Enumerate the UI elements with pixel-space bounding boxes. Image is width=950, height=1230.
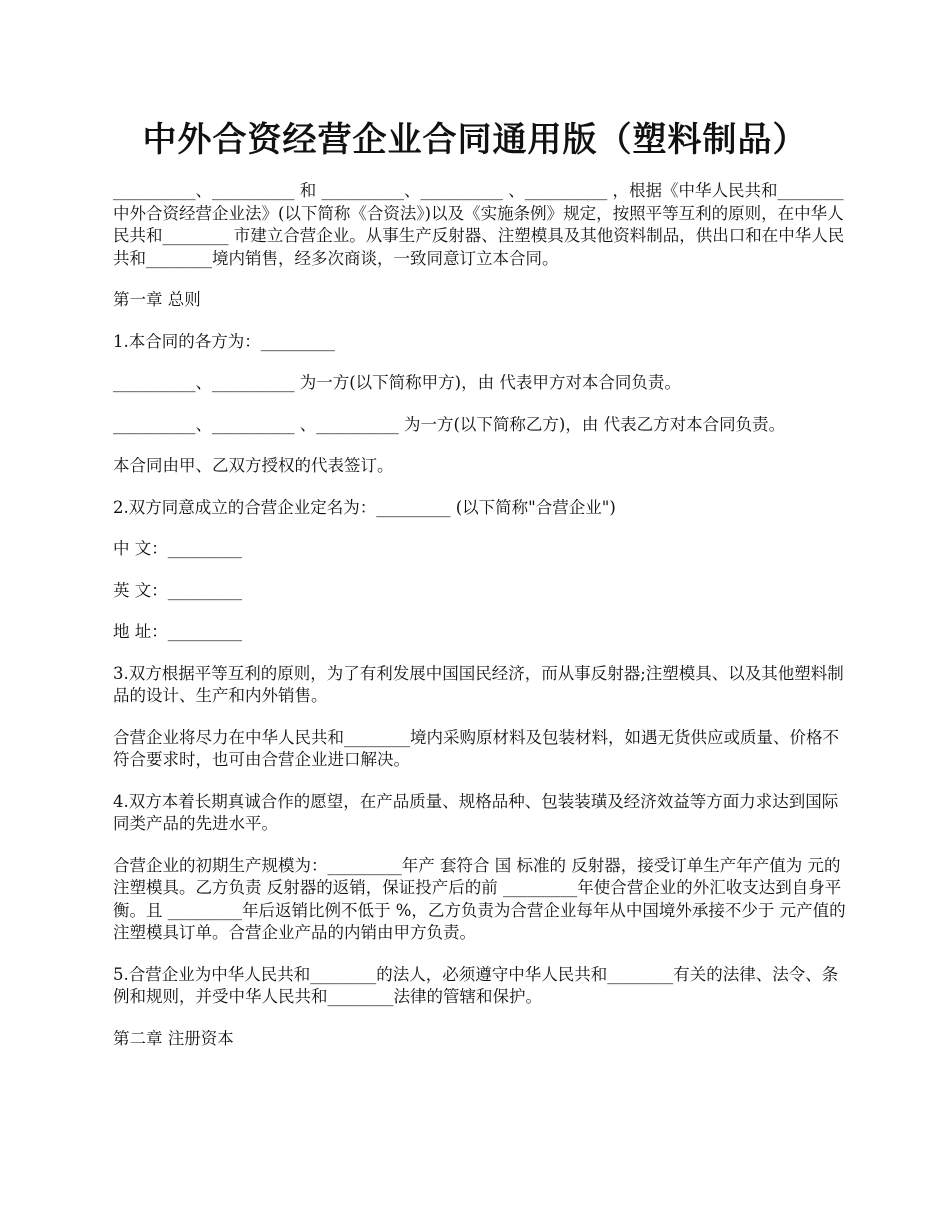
clause-paragraph: __________、__________ 、__________ 为一方(以下简称乙方)，由 代表乙方对本合同负责。 xyxy=(113,414,786,434)
chapter-heading: 第一章 总则 xyxy=(113,290,201,309)
clause-paragraph: 5.合营企业为中华人民共和________的法人，必须遵守中华人民共和________有关的法律、法令、条例和规则，并受中华人民共和________法律的管辖和保护。 xyxy=(113,964,839,1006)
clause-paragraph: 1.本合同的各方为：_________ xyxy=(113,331,335,351)
clause-paragraph: 英 文：_________ xyxy=(113,580,242,600)
preamble-paragraph: __________、__________ 和 __________、__________ 、__________ ，根据《中华人民共和________中外合资经营企业法》(以下简称《合资法》)以及《实施条例》规定，按照平等互利的原则，在中华人民共和________ 市建立合营企业。从事生产反射器、注塑模具及其他资料制品，供出口和在中华人民共和________境内销售，经多次商谈，一致同意订立本合同。 xyxy=(113,181,845,268)
document-title: 中外合资经营企业合同通用版（塑料制品） xyxy=(142,120,808,160)
clause-paragraph: 合营企业的初期生产规模为：_________年产 套符合 国 标准的 反射器，接受订单生产年产值为 元的注塑模具。乙方负责 反射器的返销，保证投产后的前 _________年使合营企业的外汇收支达到自身平衡。且 _________年后返销比例不低于 %，乙方负责为合营企业每年从中国境外承接不少于 元产值的注塑模具订单。合营企业产品的内销由甲方负责。 xyxy=(113,855,846,942)
clause-paragraph: 本合同由甲、乙双方授权的代表签订。 xyxy=(113,456,394,475)
clause-paragraph: 2.双方同意成立的合营企业定名为：_________ (以下简称"合营企业") xyxy=(113,497,616,517)
chapter-heading: 第二章 注册资本 xyxy=(113,1028,234,1048)
clause-paragraph: 地 址：_________ xyxy=(113,622,242,641)
clause-paragraph: 合营企业将尽力在中华人民共和________境内采购原材料及包装材料，如遇无货供应或质量、价格不符合要求时，也可由合营企业进口解决。 xyxy=(113,727,839,769)
clause-paragraph: 中 文：_________ xyxy=(113,539,242,558)
clause-paragraph: __________、__________ 为一方(以下简称甲方)，由 代表甲方对本合同负责。 xyxy=(113,373,681,392)
document-body xyxy=(113,180,848,1069)
clause-paragraph: 4.双方本着长期真诚合作的愿望，在产品质量、规格品种、包装装璜及经济效益等方面力求达到国际同类产品的先进水平。 xyxy=(113,791,839,833)
clause-paragraph: 3.双方根据平等互利的原则，为了有利发展中国国民经济，而从事反射器;注塑模具、以及其他塑料制品的设计、生产和内外销售。 xyxy=(113,663,844,705)
